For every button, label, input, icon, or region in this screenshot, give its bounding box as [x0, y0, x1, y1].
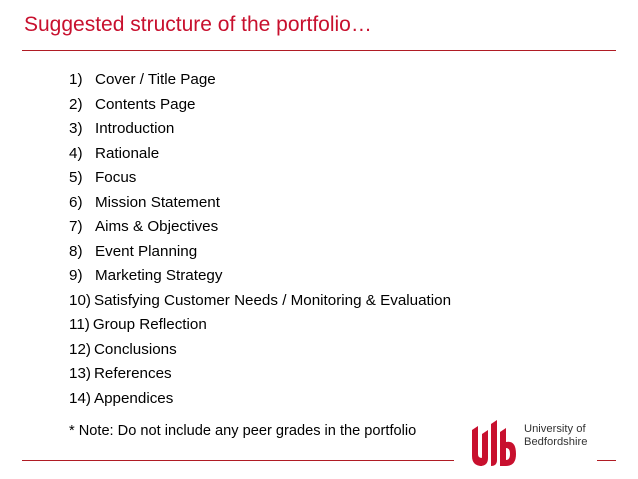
- list-item-number: 13): [69, 365, 91, 382]
- list-item: [69, 313, 451, 338]
- list-item-number: 7): [69, 218, 83, 235]
- title-divider: [22, 50, 616, 51]
- list-item-number: 5): [69, 169, 83, 186]
- list-item: [69, 338, 451, 363]
- list-item: [69, 215, 451, 240]
- list-item-text: Conclusions: [93, 340, 177, 358]
- list-item: [69, 117, 451, 142]
- slide-title: Suggested structure of the portfolio…: [24, 13, 372, 36]
- list-item: [69, 387, 451, 412]
- list-item-number: 6): [69, 193, 83, 211]
- list-item-text: Focus: [95, 169, 137, 186]
- portfolio-structure-list: [69, 68, 451, 411]
- list-item-text: Satisfying Customer Needs / Monitoring & Evaluation: [93, 291, 452, 309]
- list-item-number: 1): [69, 71, 83, 88]
- list-item-number: 10): [69, 291, 91, 309]
- logo-wordmark: [524, 423, 587, 449]
- list-item: [69, 240, 451, 265]
- list-item-number: 8): [69, 242, 83, 260]
- list-item-text: Group Reflection: [92, 316, 207, 333]
- list-item: [69, 166, 451, 191]
- footer-divider-right: [597, 460, 616, 461]
- list-item: [69, 289, 451, 314]
- list-item-text: Cover / Title Page: [95, 71, 216, 88]
- list-item: [69, 191, 451, 216]
- list-item-number: 2): [69, 95, 83, 113]
- list-item-text: References: [93, 365, 172, 382]
- footnote: * Note: Do not include any peer grades in the portfolio: [69, 423, 417, 439]
- university-of-bedfordshire-logo-icon: [468, 420, 520, 472]
- list-item: [69, 264, 451, 289]
- list-item-text: Marketing Strategy: [95, 267, 223, 284]
- list-item-text: Appendices: [93, 389, 174, 407]
- university-logo: [468, 420, 598, 472]
- list-item: [69, 68, 451, 93]
- list-item-text: Introduction: [95, 120, 175, 137]
- list-item-number: 12): [69, 340, 91, 358]
- list-item: [69, 362, 451, 387]
- list-item-number: 14): [69, 389, 91, 407]
- list-item-number: 3): [69, 120, 83, 137]
- list-item-number: 4): [69, 144, 83, 162]
- list-item: [69, 93, 451, 118]
- footer-divider-left: [22, 460, 454, 461]
- logo-line-1: University of: [524, 423, 586, 435]
- list-item-text: Rationale: [95, 144, 160, 162]
- list-item: [69, 142, 451, 167]
- list-item-number: 9): [69, 267, 83, 284]
- list-item-text: Event Planning: [95, 242, 198, 260]
- list-item-text: Mission Statement: [95, 193, 220, 211]
- list-item-text: Aims & Objectives: [95, 218, 219, 235]
- logo-line-2: Bedfordshire: [524, 436, 588, 448]
- list-item-number: 11): [69, 316, 90, 333]
- list-item-text: Contents Page: [95, 95, 196, 113]
